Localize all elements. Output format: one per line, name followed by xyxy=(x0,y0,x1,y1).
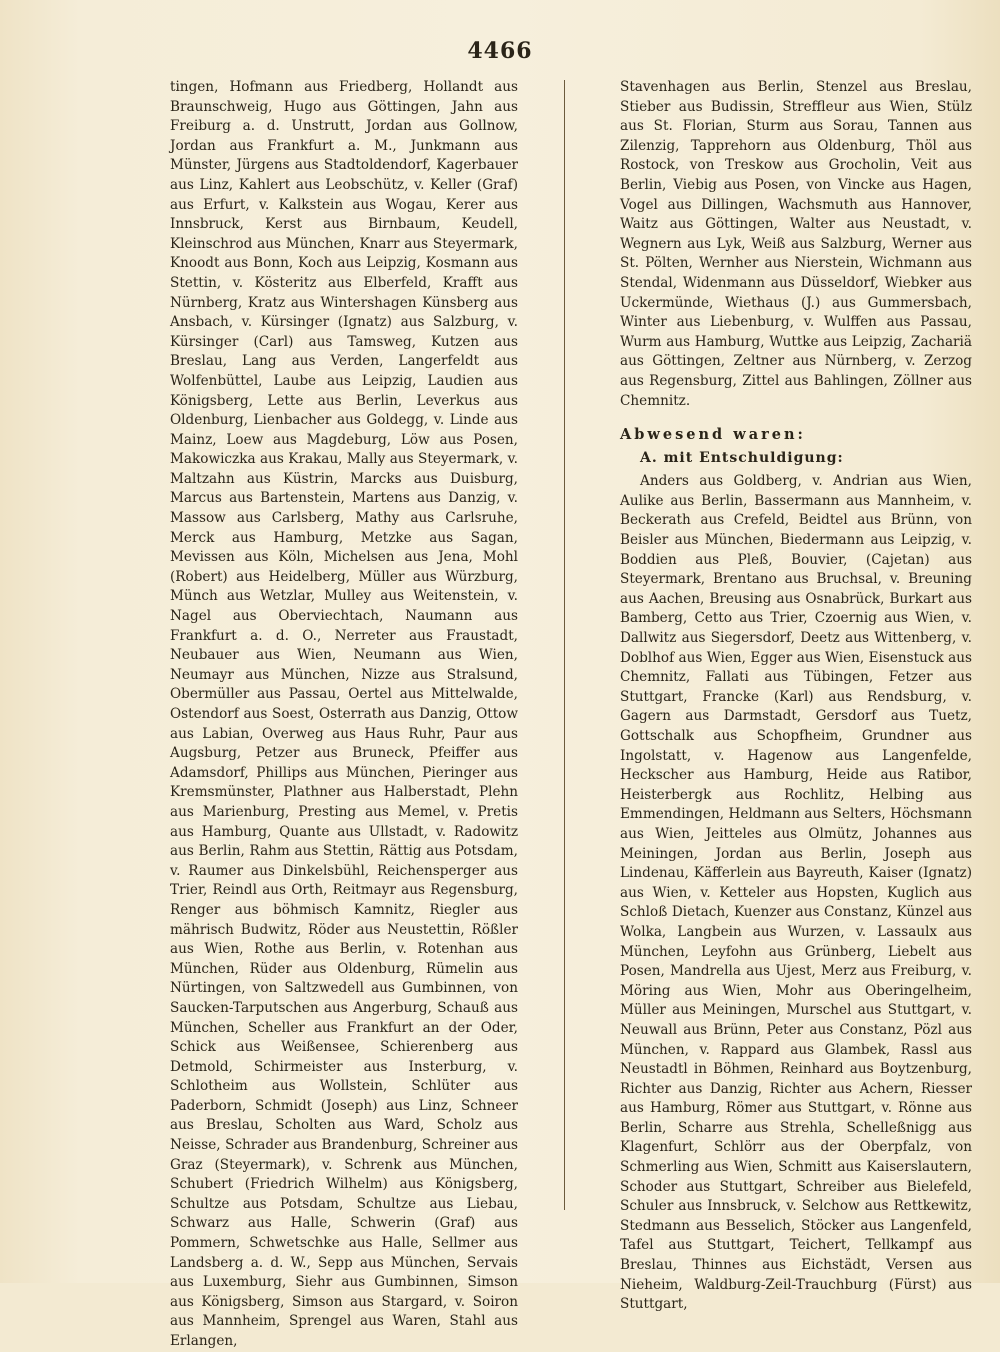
page-number: 4466 xyxy=(467,38,533,64)
excused-heading: A. mit Entschuldigung: xyxy=(640,449,844,466)
member-list-text-continued: Stavenhagen aus Berlin, Stenzel aus Breslau, Stieber aus Budissin, Streffleur aus Wien, Stülz aus St. Florian, Sturm aus Sorau, Tannen aus Zilenzig, Tapprehorn aus Oldenburg, Thöl aus Rostock, von Treskow aus Grocholin, Veit aus Berlin, Viebig aus Posen, von Vincke aus Hagen, Vogel aus Dillingen, Wachsmuth aus Hannover, Waitz aus Göttingen, Walter aus Neustadt, v. Wegnern aus Lyk, Weiß aus Salzburg, Werner aus St. Pölten, Wernher aus Nierstein, Wichmann aus Stendal, Widenmann aus Düsseldorf, Wiebker aus Uckermünde, Wiethaus (J.) aus Gummersbach, Winter aus Liebenburg, v. Wulffen aus Passau, Wurm aus Hamburg, Wuttke aus Leipzig, Zachariä aus Göttingen, Zeltner aus Nürnberg, v. Zerzog aus Regensburg, Zittel aus Bahlingen, Zöllner aus Chemnitz. xyxy=(620,79,972,409)
column-divider xyxy=(564,80,565,1210)
right-column xyxy=(620,78,972,1313)
member-list-text: tingen, Hofmann aus Friedberg, Hollandt aus Braunschweig, Hugo aus Göttingen, Jahn aus Freiburg a. d. Unstrutt, Jordan aus Gollnow, Jordan aus Frankfurt a. M., Junkmann aus Münster, Jürgens aus Stadtoldendorf, Kagerbauer aus Linz, Kahlert aus Leobschütz, v. Keller (Graf) aus Erfurt, v. Kalkstein aus Wogau, Kerer aus Innsbruck, Kerst aus Birnbaum, Keudell, Kleinschrod aus München, Knarr aus Steyermark, Knoodt aus Bonn, Koch aus Leipzig, Kosmann aus Stettin, v. Kösteritz aus Elberfeld, Krafft aus Nürnberg, Kratz aus Wintershagen Künsberg aus Ansbach, v. Kürsinger (Ignatz) aus Salzburg, v. Kürsinger (Carl) aus Tamsweg, Kutzen aus Breslau, Lang aus Verden, Langerfeldt aus Wolfenbüttel, Laube aus Leipzig, Laudien aus Königsberg, Lette aus Berlin, Leverkus aus Oldenburg, Lienbacher aus Goldegg, v. Linde aus Mainz, Loew aus Magdeburg, Löw aus Posen, Makowiczka aus Krakau, Mally aus Steyermark, v. Maltzahn aus Küstrin, Marcks aus Duisburg, Marcus aus Bartenstein, Martens aus Danzig, v. Massow aus Carlsberg, Mathy aus Carlsruhe, Merck aus Hamburg, Metzke aus Sagan, Mevissen aus Köln, Michelsen aus Jena, Mohl (Robert) aus Heidelberg, Müller aus Würzburg, Münch aus Wetzlar, Mulley aus Weitenstein, v. Nagel aus Oberviechtach, Naumann aus Frankfurt a. d. O., Nerreter aus Fraustadt, Neubauer aus Wien, Neumann aus Wien, Neumayr aus München, Nizze aus Stralsund, Obermüller aus Passau, Oertel aus Mittelwalde, Ostendorf aus Soest, Osterrath aus Danzig, Ottow aus Labian, Overweg aus Haus Ruhr, Paur aus Augsburg, Petzer aus Bruneck, Pfeiffer aus Adamsdorf, Phillips aus München, Pieringer aus Kremsmünster, Plathner aus Halberstadt, Plehn aus Marienburg, Presting aus Memel, v. Pretis aus Hamburg, Quante aus Ullstadt, v. Radowitz aus Berlin, Rahm aus Stettin, Rättig aus Potsdam, v. Raumer aus Dinkelsbühl, Reichensperger aus Trier, Reindl aus Orth, Reitmayr aus Regensburg, Renger aus böhmisch Kamnitz, Riegler aus mährisch Budwitz, Röder aus Neustettin, Rößler aus Wien, Rothe aus Berlin, v. Rotenhan aus München, Rüder aus Oldenburg, Rümelin aus Nürtingen, von Saltzwedell aus Gumbinnen, von Saucken-Tarputschen aus Angerburg, Schauß aus München, Scheller aus Frankfurt an der Oder, Schick aus Weißensee, Schierenberg aus Detmold, Schirmeister aus Insterburg, v. Schlotheim aus Wollstein, Schlüter aus Paderborn, Schmidt (Joseph) aus Linz, Schneer aus Breslau, Scholten aus Ward, Scholz aus Neisse, Schrader aus Brandenburg, Schreiner aus Graz (Steyermark), v. Schrenk aus München, Schubert (Friedrich Wilhelm) aus Königsberg, Schultze aus Potsdam, Schultze aus Liebau, Schwarz aus Halle, Schwerin (Graf) aus Pommern, Schwetschke aus Halle, Sellmer aus Landsberg a. d. W., Sepp aus München, Servais aus Luxemburg, Siehr aus Gumbinnen, Simson aus Königsberg, Simson aus Stargard, v. Soiron aus Mannheim, Sprengel aus Waren, Stahl aus Erlangen, xyxy=(170,79,518,1349)
absent-heading: Abwesend waren: xyxy=(620,426,806,444)
excused-list-text: Anders aus Goldberg, v. Andrian aus Wien, Aulike aus Berlin, Bassermann aus Mannheim, v. Beckerath aus Crefeld, Beidtel aus Brünn, von Beisler aus München, Biedermann aus Leipzig, v. Boddien aus Pleß, Bouvier, (Cajetan) aus Steyermark, Brentano aus Bruchsal, v. Breuning aus Aachen, Breusing aus Osnabrück, Burkart aus Bamberg, Cetto aus Trier, Czoernig aus Wien, v. Dallwitz aus Siegersdorf, Deetz aus Wittenberg, v. Doblhof aus Wien, Egger aus Wien, Eisenstuck aus Chemnitz, Fallati aus Tübingen, Fetzer aus Stuttgart, Francke (Karl) aus Rendsburg, v. Gagern aus Darmstadt, Gersdorf aus Tuetz, Gottschalk aus Schopfheim, Grundner aus Ingolstatt, v. Hagenow aus Langenfelde, Heckscher aus Hamburg, Heide aus Ratibor, Heisterbergk aus Rochlitz, Helbing aus Emmendingen, Heldmann aus Selters, Höchsmann aus Wien, Jeitteles aus Olmütz, Johannes aus Meiningen, Jordan aus Berlin, Joseph aus Lindenau, Käfferlein aus Bayreuth, Kaiser (Ignatz) aus Wien, v. Ketteler aus Hopsten, Kuglich aus Schloß Dietach, Kuenzer aus Constanz, Künzel aus Wolka, Langbein aus Wurzen, v. Lassaulx aus München, Leyfohn aus Grünberg, Liebelt aus Posen, Mandrella aus Ujest, Merz aus Freiburg, v. Möring aus Wien, Mohr aus Oberingelheim, Müller aus Meiningen, Murschel aus Stuttgart, v. Neuwall aus Brünn, Peter aus Constanz, Pözl aus München, v. Rappard aus Glambek, Rassl aus Neustadtl in Böhmen, Reinhard aus Boytzenburg, Richter aus Danzig, Richter aus Achern, Riesser aus Hamburg, Römer aus Stuttgart, v. Rönne aus Berlin, Scharre aus Strehla, Schelleßnigg aus Klagenfurt, Schlörr aus der Oberpfalz, von Schmerling aus Wien, Schmitt aus Kaiserslautern, Schoder aus Stuttgart, Schreiber aus Bielefeld, Schuler aus Innsbruck, v. Selchow aus Rettkewitz, Stedmann aus Besselich, Stöcker aus Langenfeld, Tafel aus Stuttgart, Teichert, Tellkampf aus Breslau, Thinnes aus Eichstädt, Versen aus Nieheim, Waldburg-Zeil-Trauchburg (Fürst) aus Stuttgart, xyxy=(620,473,972,1313)
left-column xyxy=(170,78,518,1349)
